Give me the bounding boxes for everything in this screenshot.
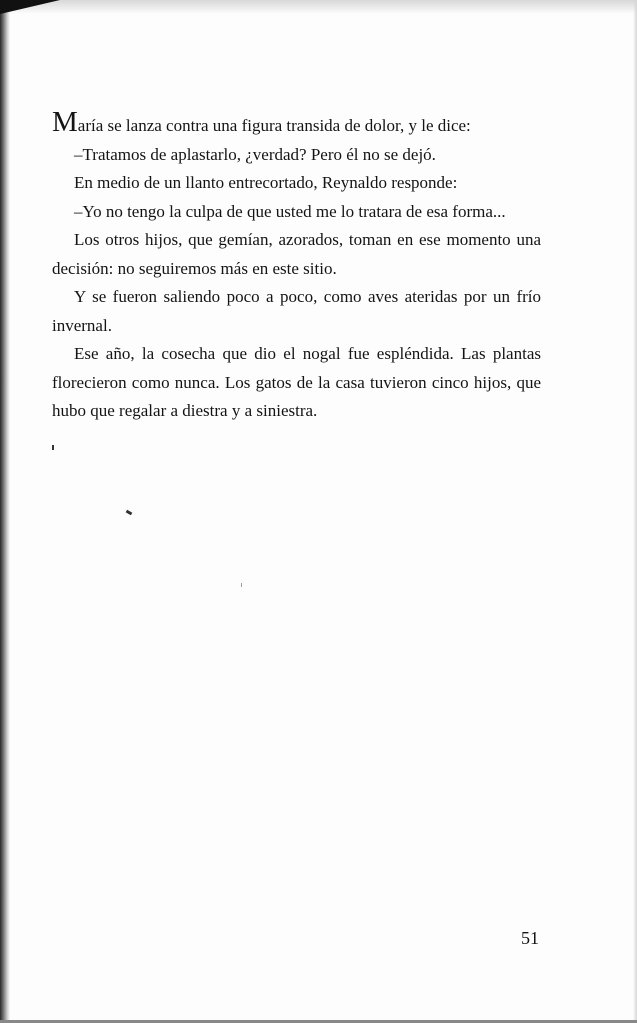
- paragraph-3: En medio de un llanto entrecortado, Reynaldo responde:: [74, 173, 458, 192]
- paragraph-7: Ese año, la cosecha que dio el nogal fue espléndida. Las plantas florecieron como nunca. Los gatos de la casa tuvieron cinco hijos, que hubo que regalar a diestra y a siniestra.: [52, 344, 541, 420]
- ink-speck: [52, 445, 54, 450]
- book-spine-shadow: [0, 0, 10, 1023]
- top-edge-shadow: [0, 0, 637, 14]
- paragraph-4: –Yo no tengo la culpa de que usted me lo tratara de esa forma...: [74, 201, 506, 221]
- right-edge-shadow: [633, 0, 637, 1023]
- paragraph-2: –Tratamos de aplastarlo, ¿verdad? Pero él no se dejó.: [74, 144, 436, 164]
- page-number: 51: [521, 928, 539, 948]
- ink-speck: [126, 510, 133, 516]
- initial-capital: M: [52, 106, 78, 138]
- paragraph-5: Los otros hijos, que gemían, azorados, toman en ese momento una decisión: no seguiremos más en este sitio.: [52, 230, 541, 278]
- paragraph-1-text: aría se lanza contra una figura transida de dolor, y le dice:: [77, 116, 471, 135]
- paragraph-1: [52, 106, 541, 141]
- page-corner: [0, 0, 60, 14]
- body-text: [52, 106, 541, 426]
- ink-speck: [241, 583, 242, 587]
- paragraph-6: Y se fueron saliendo poco a poco, como aves ateridas por un frío invernal.: [52, 287, 541, 335]
